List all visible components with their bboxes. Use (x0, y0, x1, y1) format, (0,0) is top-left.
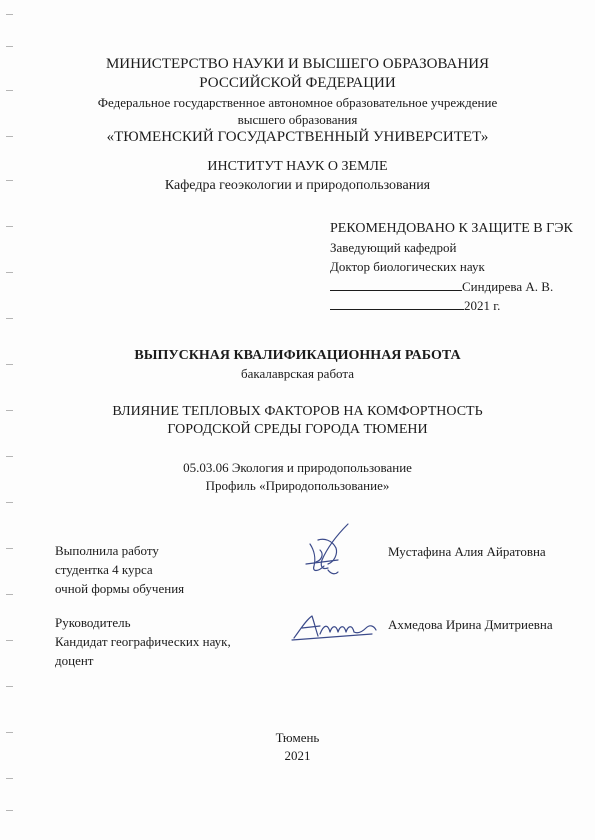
supervisor-label-3: доцент (55, 653, 94, 668)
approval-date-line (330, 297, 500, 312)
profile-name: Профиль «Природопользование» (205, 478, 390, 493)
institution-line-1: Федеральное государственное автономное образовательное учреждение (97, 95, 498, 110)
work-type: ВЫПУСКНАЯ КВАЛИФИКАЦИОННАЯ РАБОТА (134, 348, 461, 363)
university-name: «ТЮМЕНСКИЙ ГОСУДАРСТВЕННЫЙ УНИВЕРСИТЕТ» (106, 129, 489, 145)
approval-name: Синдирева А. В. (462, 279, 554, 294)
institution-line-2: высшего образования (237, 112, 358, 127)
institute-name: ИНСТИТУТ НАУК О ЗЕМЛЕ (207, 159, 388, 174)
signature-blank (330, 278, 462, 291)
date-blank (330, 297, 464, 310)
footer-year: 2021 (284, 748, 311, 763)
supervisor-name: Ахмедова Ирина Дмитриевна (388, 617, 553, 632)
work-subtype: бакалаврская работа (241, 366, 354, 381)
supervisor-label-1: Руководитель (55, 615, 131, 630)
approval-signature-line (330, 278, 553, 293)
student-name: Мустафина Алия Айратовна (388, 544, 546, 559)
student-label-2: студентка 4 курса (55, 562, 153, 577)
department-name: Кафедра геоэкологии и природопользования (164, 178, 431, 193)
work-title-line-2: ГОРОДСКОЙ СРЕДЫ ГОРОДА ТЮМЕНИ (167, 422, 428, 437)
specialty-code: 05.03.06 Экология и природопользование (183, 460, 412, 475)
ministry-line-1: МИНИСТЕРСТВО НАУКИ И ВЫСШЕГО ОБРАЗОВАНИЯ (105, 56, 490, 72)
approval-degree: Доктор биологических наук (330, 259, 485, 274)
supervisor-signature (290, 612, 380, 642)
student-signature (298, 520, 358, 580)
student-label-3: очной формы обучения (55, 581, 185, 596)
footer-city: Тюмень (275, 730, 320, 745)
approval-position: Заведующий кафедрой (330, 240, 457, 255)
work-title-line-1: ВЛИЯНИЕ ТЕПЛОВЫХ ФАКТОРОВ НА КОМФОРТНОСТЬ (112, 404, 483, 419)
approval-title: РЕКОМЕНДОВАНО К ЗАЩИТЕ В ГЭК (330, 221, 573, 236)
student-label-1: Выполнила работу (55, 543, 159, 558)
approval-year: 2021 г. (464, 298, 501, 313)
ministry-line-2: РОССИЙСКОЙ ФЕДЕРАЦИИ (199, 75, 396, 91)
supervisor-label-2: Кандидат географических наук, (55, 634, 231, 649)
